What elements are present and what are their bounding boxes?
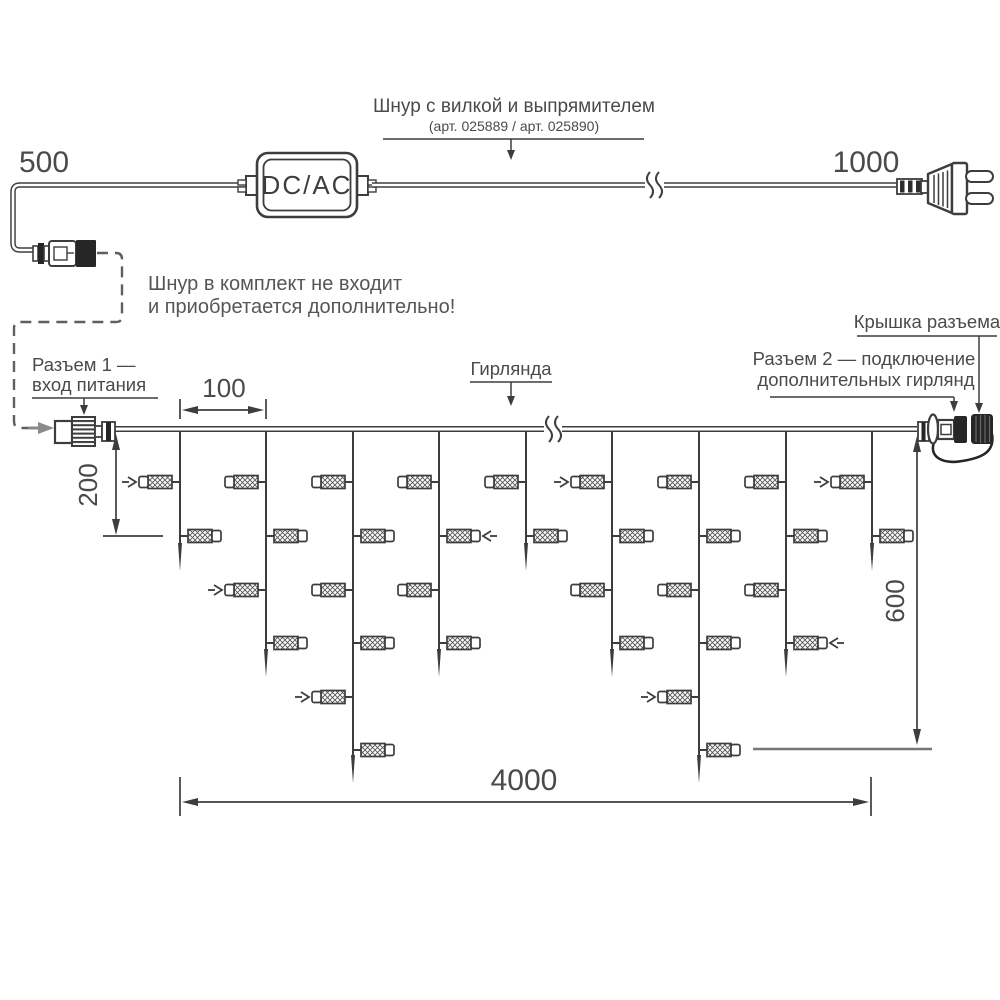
leader-arrow-icon (507, 150, 515, 160)
cord-articles: (арт. 025889 / арт. 025890) (428, 118, 600, 134)
connector1-label-line1: Разъем 1 — (32, 354, 136, 375)
bulb-icon (612, 530, 653, 543)
bulb-icon (312, 584, 353, 597)
bulb-icon (699, 530, 740, 543)
bulb-icon (526, 530, 567, 543)
dim-4000 (180, 764, 871, 816)
leader-arrow-icon (975, 403, 983, 413)
garland-label: Гирлянда (470, 358, 552, 379)
connector1-label-line2: вход питания (32, 374, 147, 395)
note-line1: Шнур в комплект не входит (148, 273, 402, 295)
bulb-icon (266, 530, 307, 543)
bulb-marker-arrow-icon (641, 692, 655, 702)
bulb-icon (439, 637, 480, 650)
connector-2-assembly (918, 414, 993, 462)
leader-arrow-icon (507, 396, 515, 406)
bulb-icon (831, 476, 872, 489)
leader-arrow-icon (950, 401, 958, 412)
mains-plug-icon (897, 163, 993, 214)
note-line2: и приобретается дополнительно! (148, 296, 456, 318)
bulb-icon (266, 637, 307, 650)
bulb-icon (180, 530, 221, 543)
bulb-icon (312, 476, 353, 489)
bulb-icon (571, 476, 612, 489)
leader-arrow-icon (80, 405, 88, 415)
dim-100-label: 100 (202, 373, 246, 403)
bulb-icon (139, 476, 180, 489)
connector-1 (55, 417, 115, 446)
connector1-label-group (32, 354, 158, 415)
dim-200-label: 200 (73, 463, 103, 507)
bulb-icon (312, 691, 353, 704)
icicle-drop (658, 431, 740, 783)
garland-break-icon (544, 416, 562, 442)
icicle-drop (398, 431, 480, 677)
bulb-icon (398, 584, 439, 597)
bulb-icon (658, 691, 699, 704)
bulb-marker-arrow-icon (814, 477, 828, 487)
adapter-label: DC/AC (261, 170, 353, 200)
bulb-icon (439, 530, 480, 543)
cord-label-group (373, 96, 655, 160)
icicle-drop (831, 431, 913, 571)
bulb-marker-arrow-icon (483, 531, 497, 541)
dc-ac-adapter (238, 153, 376, 217)
icicle-drop (139, 431, 221, 571)
dim-600-label: 600 (880, 579, 910, 623)
bulb-icon (745, 476, 786, 489)
bulb-icon (353, 637, 394, 650)
bulb-icon (699, 637, 740, 650)
bulb-icon (485, 476, 526, 489)
bulb-marker-arrow-icon (122, 477, 136, 487)
connector2-label-line2: дополнительных гирлянд (757, 369, 975, 390)
dc-cord (13, 185, 257, 250)
bulb-icon (225, 476, 266, 489)
garland-section (32, 311, 1000, 816)
dim-4000-label: 4000 (490, 764, 558, 797)
bulb-icon (353, 530, 394, 543)
dim-1000-label: 1000 (832, 146, 900, 179)
note-group (148, 273, 455, 318)
bulb-icon (398, 476, 439, 489)
bulb-icon (745, 584, 786, 597)
bulb-icon (612, 637, 653, 650)
gray-arrow-icon (38, 422, 54, 434)
icicle-drop (571, 431, 653, 677)
bulb-icon (786, 530, 827, 543)
cord-break-icon (645, 172, 664, 198)
bulb-icon (872, 530, 913, 543)
bulb-icon (699, 744, 740, 757)
bulb-icon (353, 744, 394, 757)
bulb-icon (571, 584, 612, 597)
not-included-dashed-path (14, 253, 122, 434)
drops-layer (122, 431, 913, 783)
icicle-drop (312, 431, 394, 783)
connector-2 (954, 416, 967, 443)
bulb-icon (658, 476, 699, 489)
cord-title: Шнур с вилкой и выпрямителем (373, 96, 655, 117)
icicle-drop (225, 431, 307, 677)
icicle-drop (745, 431, 827, 677)
connector-cap (971, 414, 993, 444)
bulb-marker-arrow-icon (295, 692, 309, 702)
bulb-icon (225, 584, 266, 597)
dim-100 (180, 373, 266, 419)
ac-cord (372, 172, 897, 198)
bulb-marker-arrow-icon (208, 585, 222, 595)
bulb-icon (658, 584, 699, 597)
dim-500-label: 500 (18, 146, 70, 179)
dc-output-connector (33, 240, 96, 267)
connector2-label-line1: Разъем 2 — подключение (752, 348, 976, 369)
bulb-icon (786, 637, 827, 650)
bulb-marker-arrow-icon (830, 638, 844, 648)
garland-label-group (470, 358, 552, 406)
bulb-marker-arrow-icon (554, 477, 568, 487)
icicle-drop (485, 431, 567, 571)
cap-label: Крышка разъема (853, 311, 1000, 332)
connector2-label-group (753, 348, 976, 412)
